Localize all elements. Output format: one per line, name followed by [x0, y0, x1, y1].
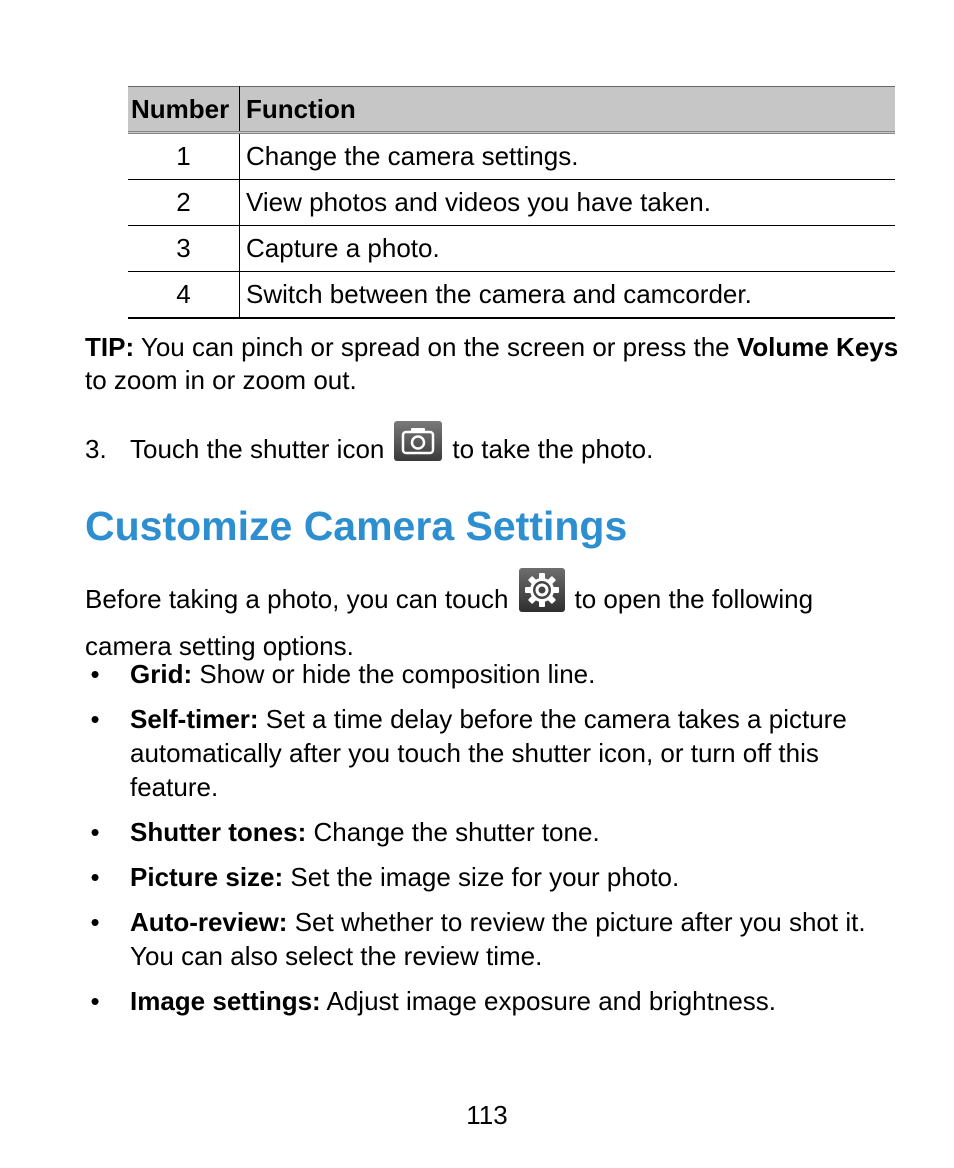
row-number: 3: [128, 226, 240, 272]
step-text-after: to take the photo.: [452, 433, 654, 464]
bullet-icon: •: [90, 986, 100, 1016]
intro-text-after: to open the following camera setting options.: [85, 583, 814, 661]
list-item-self-timer: [85, 702, 895, 804]
section-title: Customize Camera Settings: [85, 503, 628, 549]
table-row: [128, 180, 895, 226]
step-text-before: Touch the shutter icon: [130, 433, 385, 464]
option-term: Picture size:: [130, 862, 284, 892]
tip-label: TIP:: [85, 332, 135, 362]
function-table: [128, 86, 895, 319]
settings-gear-icon: [519, 568, 565, 622]
bullet-icon: •: [90, 659, 100, 689]
list-item-shutter-tones: [85, 815, 895, 849]
bullet-icon: •: [90, 907, 100, 937]
intro-paragraph: [85, 574, 885, 665]
option-desc: Change the shutter tone.: [306, 817, 600, 847]
option-term: Self-timer:: [130, 704, 259, 734]
option-desc: Set whether to review the picture after you shot it. You can also select the review time.: [130, 907, 866, 971]
step-number: 3.: [85, 433, 107, 464]
row-number: 4: [128, 272, 240, 319]
list-item-auto-review: [85, 905, 895, 973]
option-term: Shutter tones:: [130, 817, 307, 847]
option-desc: Set a time delay before the camera takes a picture automatically after you touch the shutter icon, or turn off this feature.: [130, 704, 847, 802]
table-header-row: [128, 87, 895, 133]
option-desc: Show or hide the composition line.: [192, 659, 596, 689]
table-row: [128, 133, 895, 180]
bullet-icon: •: [90, 817, 100, 847]
page-number: 113: [466, 1100, 508, 1130]
row-number: 2: [128, 180, 240, 226]
header-function: Function: [240, 87, 896, 133]
table-row: [128, 272, 895, 319]
tip-text: You can pinch or spread on the screen or press the: [134, 332, 737, 362]
camera-settings-list: [85, 657, 895, 1029]
row-function: View photos and videos you have taken.: [240, 180, 896, 226]
tip-paragraph: [85, 331, 905, 397]
option-desc: Set the image size for your photo.: [283, 862, 680, 892]
bullet-icon: •: [90, 704, 100, 734]
volume-keys: Volume Keys: [736, 332, 899, 362]
camera-shutter-icon: [394, 421, 442, 469]
list-item-grid: [85, 657, 895, 691]
row-function: Capture a photo.: [240, 226, 896, 272]
table-row: [128, 226, 895, 272]
option-term: Auto-review:: [130, 907, 288, 937]
row-number: 1: [128, 133, 240, 180]
bullet-icon: •: [90, 862, 100, 892]
row-function: Switch between the camera and camcorder.: [240, 272, 896, 319]
tip-text-end: to zoom in or zoom out.: [85, 365, 357, 395]
list-item-picture-size: [85, 860, 895, 894]
option-term: Image settings:: [130, 986, 321, 1016]
intro-text-before: Before taking a photo, you can touch: [85, 583, 509, 614]
row-function: Change the camera settings.: [240, 133, 896, 180]
list-item-image-settings: [85, 984, 895, 1018]
option-desc: Adjust image exposure and brightness.: [320, 986, 776, 1016]
option-term: Grid:: [130, 659, 193, 689]
header-number: Number: [128, 87, 240, 133]
step-3: [85, 427, 653, 475]
